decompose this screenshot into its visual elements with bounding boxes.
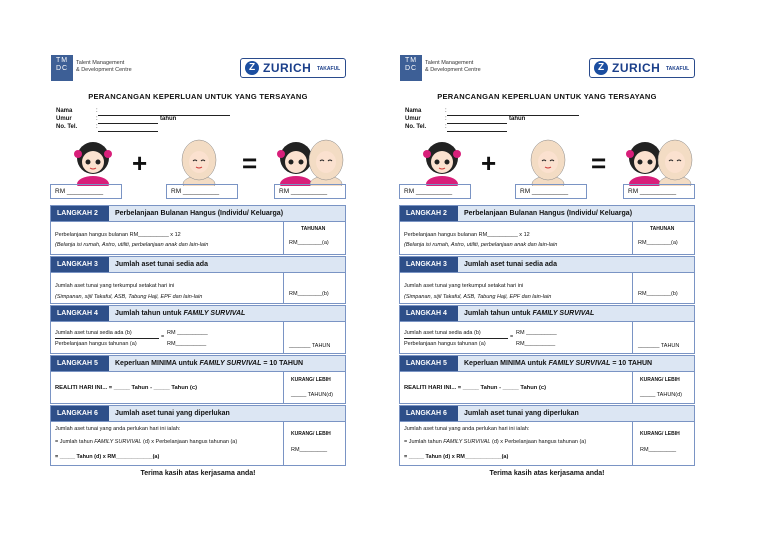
rm-box-mother[interactable]: RM __________	[515, 184, 587, 199]
step-5-title-b: FAMILY SURVIVAL	[548, 360, 611, 367]
step-3-header	[399, 256, 695, 273]
step-5-title-c: = 10 TAHUN	[610, 360, 653, 367]
step-6-line2-a: = Jumlah tahun	[404, 439, 444, 445]
step-3-body	[399, 273, 695, 304]
zurich-z-icon: Z	[594, 61, 608, 75]
zurich-wordmark: ZURICH	[612, 61, 661, 75]
field-umur[interactable]	[98, 123, 158, 124]
label-nama: Nama	[405, 108, 422, 114]
step-4-line2: Perbelanjaan hangus tahunan (a)	[404, 341, 486, 347]
step-6-line2-a: = Jumlah tahun	[55, 439, 95, 445]
mother-hijab-figure	[174, 136, 224, 186]
form-sheet-left	[48, 52, 348, 482]
step-5-title	[115, 356, 303, 371]
step-5-body	[50, 372, 346, 404]
step-3-title: Jumlah aset tunai sedia ada	[115, 261, 208, 268]
plus-sign: +	[132, 148, 148, 178]
step-divider	[632, 322, 633, 353]
step-3-title: Jumlah aset tunai sedia ada	[464, 261, 557, 268]
step-2-right-head: TAHUNAN	[650, 226, 675, 232]
step-2-header	[50, 205, 346, 222]
takaful-wordmark: TAKAFUL	[317, 66, 341, 72]
fraction-bar	[404, 338, 508, 339]
step-6-line3: = _____ Tahun (d) x RM____________(a)	[55, 454, 160, 460]
step-2-line1: Perbelanjaan hangus bulanan RM__________ x 12	[55, 232, 181, 238]
colon-nama: :	[96, 108, 98, 114]
step-6-body	[50, 422, 346, 466]
takaful-wordmark: TAKAFUL	[666, 66, 690, 72]
thank-you-note: Terima kasih atas kerjasama anda!	[489, 470, 605, 477]
tmdc-caption-line1: Talent Management	[425, 60, 474, 66]
colon-umur: :	[96, 116, 98, 122]
step-6-line2	[55, 439, 237, 445]
step-4-header	[50, 305, 346, 322]
step-3-answer[interactable]: RM________(b)	[638, 291, 678, 297]
label-tel: No. Tel.	[56, 124, 78, 130]
step-divider	[283, 273, 284, 303]
step-3-line2: (Simpanan, sijil Takaful, ASB, Tabung Haji, EPF dan lain-lain	[55, 294, 203, 300]
step-5-right-head: KURANG/ LEBIH	[640, 377, 680, 383]
step-3-badge: LANGKAH 3	[400, 257, 458, 272]
step-divider	[283, 222, 284, 254]
zurich-takaful-logo	[589, 58, 695, 78]
step-4-line2: Perbelanjaan hangus tahunan (a)	[55, 341, 137, 347]
step-divider	[283, 322, 284, 353]
step-2-header	[399, 205, 695, 222]
child-girl-figure	[417, 136, 467, 186]
mother-hijab-figure	[523, 136, 573, 186]
form-sheet-right	[397, 52, 697, 482]
step-4-line1: Jumlah aset tunai sedia ada (b)	[404, 330, 481, 336]
tmdc-caption-line2: & Development Centre	[425, 67, 481, 73]
step-4-title-b: FAMILY SURVIVAL	[532, 310, 595, 317]
step-5-badge: LANGKAH 5	[400, 356, 458, 371]
step-5-badge: LANGKAH 5	[51, 356, 109, 371]
rm-label: RM	[520, 188, 531, 195]
label-umur: Umur	[405, 116, 421, 122]
step-2-badge: LANGKAH 2	[400, 206, 458, 221]
colon-nama: :	[445, 108, 447, 114]
rm-box-child[interactable]: RM __________	[50, 184, 122, 199]
step-4-eq: =	[510, 334, 514, 340]
step-4-title	[464, 306, 594, 321]
step-5-title-b: FAMILY SURVIVAL	[199, 360, 262, 367]
rm-box-family[interactable]: RM __________	[274, 184, 346, 199]
step-6-line2-b: FAMILY SURVIVAL	[94, 439, 142, 445]
step-6-line2-c: (d) x Perbelanjaan hangus tahunan (a)	[141, 439, 238, 445]
step-6-right-head: KURANG/ LEBIH	[291, 431, 331, 437]
umur-unit: tahun	[509, 116, 526, 122]
rm-label: RM	[171, 188, 182, 195]
step-4-badge: LANGKAH 4	[400, 306, 458, 321]
zurich-z-icon: Z	[245, 61, 259, 75]
step-4-rm2[interactable]: RM__________	[516, 341, 556, 347]
step-6-body	[399, 422, 695, 466]
field-tel[interactable]	[447, 131, 507, 132]
step-4-answer[interactable]: _______ TAHUN	[289, 343, 331, 349]
step-5-title	[464, 356, 652, 371]
page-title: PERANCANGAN KEPERLUAN UNTUK YANG TERSAYANG	[437, 92, 657, 101]
step-6-line2-b: FAMILY SURVIVAL	[443, 439, 491, 445]
tmdc-caption	[76, 60, 132, 74]
label-umur: Umur	[56, 116, 72, 122]
label-nama: Nama	[56, 108, 73, 114]
rm-label: RM	[628, 188, 639, 195]
step-3-header	[50, 256, 346, 273]
step-5-body	[399, 372, 695, 404]
step-5-line1: REALITI HARI INI... = _____ Tahun - _____ Tahun (c)	[404, 385, 547, 391]
step-3-body	[50, 273, 346, 304]
step-6-answer[interactable]: RM_________	[640, 447, 677, 453]
rm-label: RM	[404, 188, 415, 195]
step-6-answer[interactable]: RM_________	[291, 447, 328, 453]
step-2-body	[50, 222, 346, 255]
step-6-badge: LANGKAH 6	[51, 406, 109, 421]
rm-label: RM	[55, 188, 66, 195]
sheet-header	[397, 52, 697, 84]
step-2-answer[interactable]: RM________(a)	[638, 240, 678, 246]
step-5-title-c: = 10 TAHUN	[261, 360, 304, 367]
step-6-line2	[404, 439, 586, 445]
step-2-line2: (Belanja isi rumah, Astro, utiliti, perbelanjaan anak dan lain-lain	[55, 242, 209, 248]
step-3-badge: LANGKAH 3	[51, 257, 109, 272]
step-divider	[632, 372, 633, 403]
colon-tel: :	[96, 124, 98, 130]
step-divider	[632, 422, 633, 465]
family-figure	[619, 136, 697, 186]
step-4-title-a: Jumlah tahun untuk	[464, 310, 533, 317]
rm-label: RM	[279, 188, 290, 195]
step-4-header	[399, 305, 695, 322]
step-6-line2-c: (d) x Perbelanjaan hangus tahunan (a)	[490, 439, 587, 445]
step-divider	[632, 222, 633, 254]
field-umur[interactable]	[447, 123, 507, 124]
step-4-body	[399, 322, 695, 354]
step-divider	[283, 372, 284, 403]
step-2-line2: (Belanja isi rumah, Astro, utiliti, perbelanjaan anak dan lain-lain	[404, 242, 558, 248]
colon-tel: :	[445, 124, 447, 130]
step-5-right-head: KURANG/ LEBIH	[291, 377, 331, 383]
tmdc-caption-line1: Talent Management	[76, 60, 125, 66]
step-3-line1: Jumlah aset tunai yang terkumpul setakat hari ini	[404, 283, 524, 289]
equals-sign: =	[242, 148, 258, 178]
step-4-eq: =	[161, 334, 165, 340]
umur-unit: tahun	[160, 116, 177, 122]
step-5-line1: REALITI HARI INI... = _____ Tahun - _____ Tahun (c)	[55, 385, 198, 391]
zurich-takaful-logo	[240, 58, 346, 78]
step-2-right-head: TAHUNAN	[301, 226, 326, 232]
tmdc-caption	[425, 60, 481, 74]
step-4-title	[115, 306, 245, 321]
step-6-line3: = _____ Tahun (d) x RM____________(a)	[404, 454, 509, 460]
step-6-badge: LANGKAH 6	[400, 406, 458, 421]
step-6-header	[50, 405, 346, 422]
step-2-title: Perbelanjaan Bulanan Hangus (Individu/ Keluarga)	[464, 210, 633, 217]
step-2-body	[399, 222, 695, 255]
rm-box-mother[interactable]: RM __________	[166, 184, 238, 199]
step-4-body	[50, 322, 346, 354]
step-divider	[283, 422, 284, 465]
tmdc-logo: TM DC	[51, 55, 73, 81]
child-girl-figure	[68, 136, 118, 186]
step-6-line1: Jumlah aset tunai yang anda perlukan hari ini ialah:	[404, 426, 530, 432]
step-2-line1: Perbelanjaan hangus bulanan RM__________ x 12	[404, 232, 530, 238]
step-2-badge: LANGKAH 2	[51, 206, 109, 221]
colon-umur: :	[445, 116, 447, 122]
step-3-line1: Jumlah aset tunai yang terkumpul setakat hari ini	[55, 283, 175, 289]
tmdc-logo: TM DC	[400, 55, 422, 81]
step-6-line1: Jumlah aset tunai yang anda perlukan hari ini ialah:	[55, 426, 181, 432]
step-5-title-a: Keperluan MINIMA untuk	[464, 360, 549, 367]
step-4-title-a: Jumlah tahun untuk	[115, 310, 184, 317]
step-5-header	[50, 355, 346, 372]
page-title: PERANCANGAN KEPERLUAN UNTUK YANG TERSAYANG	[88, 92, 308, 101]
family-figure	[270, 136, 348, 186]
step-4-rm1[interactable]: RM __________	[516, 330, 557, 336]
step-3-line2: (Simpanan, sijil Takaful, ASB, Tabung Haji, EPF dan lain-lain	[404, 294, 552, 300]
step-2-answer[interactable]: RM________(a)	[289, 240, 329, 246]
tmdc-caption-line2: & Development Centre	[76, 67, 132, 73]
rm-box-family[interactable]: RM __________	[623, 184, 695, 199]
step-4-badge: LANGKAH 4	[51, 306, 109, 321]
label-tel: No. Tel.	[405, 124, 427, 130]
thank-you-note: Terima kasih atas kerjasama anda!	[140, 470, 256, 477]
step-4-rm1[interactable]: RM __________	[167, 330, 208, 336]
step-4-rm2[interactable]: RM__________	[167, 341, 207, 347]
step-6-header	[399, 405, 695, 422]
fraction-bar	[55, 338, 159, 339]
step-5-header	[399, 355, 695, 372]
plus-sign: +	[481, 148, 497, 178]
sheet-header	[48, 52, 348, 84]
step-5-answer[interactable]: _____ TAHUN(d)	[640, 392, 682, 398]
step-5-title-a: Keperluan MINIMA untuk	[115, 360, 200, 367]
step-6-title: Jumlah aset tunai yang diperlukan	[464, 410, 579, 417]
step-4-line1: Jumlah aset tunai sedia ada (b)	[55, 330, 132, 336]
step-4-answer[interactable]: _______ TAHUN	[638, 343, 680, 349]
step-3-answer[interactable]: RM________(b)	[289, 291, 329, 297]
step-6-title: Jumlah aset tunai yang diperlukan	[115, 410, 230, 417]
step-6-right-head: KURANG/ LEBIH	[640, 431, 680, 437]
step-4-title-b: FAMILY SURVIVAL	[183, 310, 246, 317]
rm-box-child[interactable]: RM __________	[399, 184, 471, 199]
zurich-wordmark: ZURICH	[263, 61, 312, 75]
step-5-answer[interactable]: _____ TAHUN(d)	[291, 392, 333, 398]
field-tel[interactable]	[98, 131, 158, 132]
step-divider	[632, 273, 633, 303]
step-2-title: Perbelanjaan Bulanan Hangus (Individu/ Keluarga)	[115, 210, 284, 217]
equals-sign: =	[591, 148, 607, 178]
